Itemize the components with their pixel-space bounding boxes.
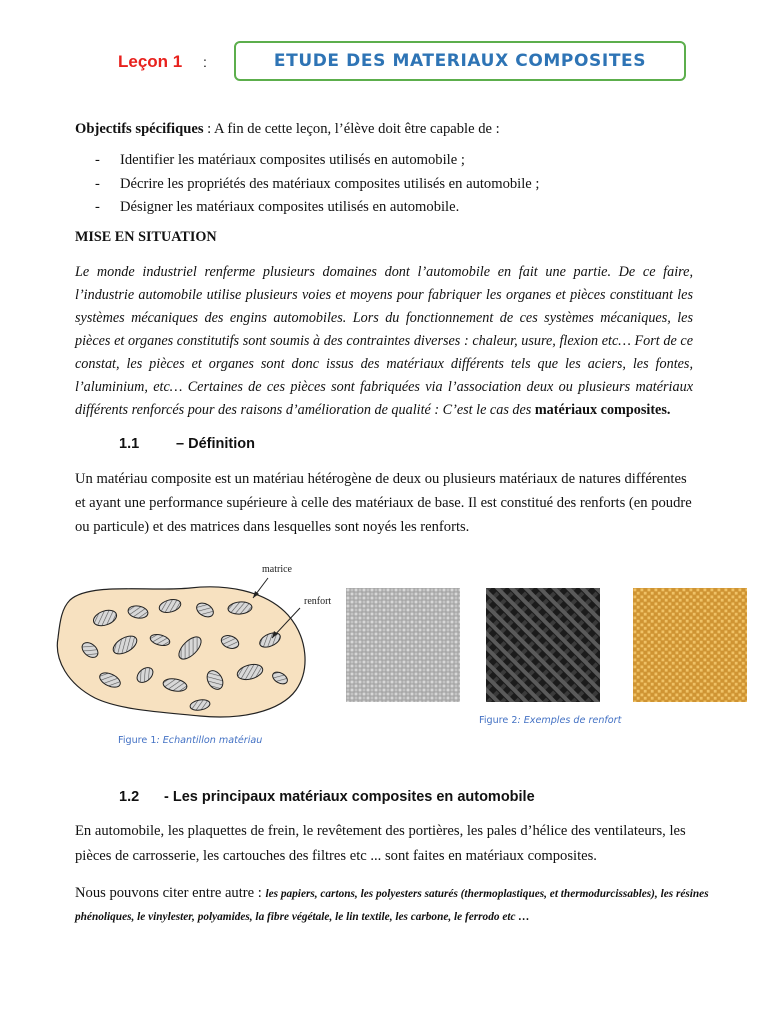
section-title: - Les principaux matériaux composites en automobile xyxy=(164,789,535,805)
objective-text: Identifier les matériaux composites utilisés en automobile ; xyxy=(120,152,465,168)
situation-text: Le monde industriel renferme plusieurs domaines dont l’automobile en fait une partie. De ce faire, l’industrie automobile utilise plusieurs voies et moyens pour fabriquer les organes et pièces constituant les systèmes mécaniques des engins automobiles. Lors du fonctionnement de ces systèmes mécaniques, les pièces et organes constitutifs sont soumis à des contraintes diverses : chaleur, usure, flexion etc… Fort de ce constat, les pièces et organes sont donc issus des matériaux différents tels que les aciers, les fontes, l’aluminium, etc… Certaines de ces pièces sont fabriquées via l’association deux ou plusieurs matériaux différents renforcés pour des raisons d’amélioration de qualité : C’est le cas des xyxy=(75,264,693,418)
figure2-caption-text: : Exemples de renfort xyxy=(517,715,622,726)
figure2-caption xyxy=(479,715,621,726)
objective-text: Désigner les matériaux composites utilisés en automobile. xyxy=(120,199,460,215)
renfort-label: renfort xyxy=(304,596,332,607)
bullet-dash: - xyxy=(95,152,100,168)
title-box xyxy=(234,41,686,81)
carbon-fiber-swatch xyxy=(486,588,600,702)
section-number: 1.2 xyxy=(119,789,140,805)
glass-fiber-swatch xyxy=(346,588,460,702)
section-number: 1.1 xyxy=(119,436,140,452)
figure1-caption xyxy=(118,735,262,746)
composite-sample-figure xyxy=(50,560,332,730)
objective-item xyxy=(95,199,459,216)
section-title: – Définition xyxy=(176,436,255,452)
figure1-caption-prefix: Figure 1 xyxy=(118,735,157,746)
objective-text: Décrire les propriétés des matériaux composites utilisés en automobile ; xyxy=(120,176,540,192)
definition-paragraph: Un matériau composite est un matériau hétérogène de deux ou plusieurs matériaux de natures différentes et ayant une performance supérieure à celle des matériaux de base. Il est constitué des renforts (en poudre ou particule) et des matrices dans lesquelles sont noyés les renforts. xyxy=(75,471,692,535)
citation-paragraph xyxy=(75,882,735,928)
situation-heading: MISE EN SITUATION xyxy=(75,229,217,245)
objectives-label: Objectifs spécifiques xyxy=(75,121,204,137)
figure1-caption-text: : Echantillon matériau xyxy=(156,735,263,746)
figure2-caption-prefix: Figure 2 xyxy=(479,715,518,726)
objective-item xyxy=(95,152,465,169)
bullet-dash: - xyxy=(95,199,100,215)
objectives-line xyxy=(75,118,500,140)
matrice-label: matrice xyxy=(262,564,292,575)
kevlar-fiber-swatch xyxy=(633,588,747,702)
automotive-paragraph: En automobile, les plaquettes de frein, le revêtement des portières, les pales d’hélice des ventilateurs, les pièces de carrosserie, les cartouches des filtres etc ... sont faites en matériaux composites. xyxy=(75,823,686,864)
lesson-label: Leçon 1 xyxy=(118,52,183,71)
situation-bold-end: matériaux composites. xyxy=(534,402,671,418)
citation-list: les papiers, cartons, les polyesters saturés (thermoplastiques, et thermodurcissables), les résines phénoliques, le vinylester, polyamides, la fibre végétale, le lin textile, les carbone, le ferrodo etc … xyxy=(75,888,709,923)
page-title: ETUDE DES MATERIAUX COMPOSITES xyxy=(273,51,647,71)
objective-item xyxy=(95,176,539,193)
lesson-colon: : xyxy=(203,54,207,70)
citation-intro: Nous pouvons citer entre autre : xyxy=(75,885,266,901)
objectives-intro: : A fin de cette leçon, l’élève doit être capable de : xyxy=(203,121,500,137)
bullet-dash: - xyxy=(95,176,100,192)
situation-paragraph xyxy=(75,261,693,422)
